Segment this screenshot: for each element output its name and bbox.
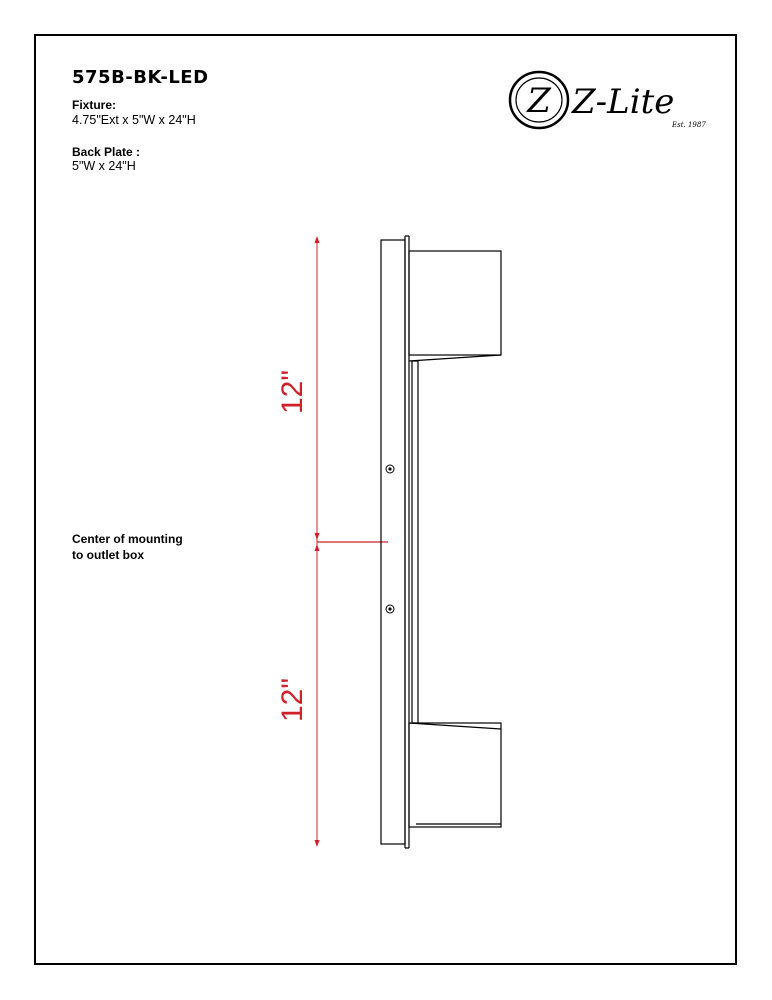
- fixture-dimensions: 4.75"Ext x 5"W x 24"H: [72, 113, 196, 127]
- upper-housing: [409, 251, 501, 355]
- dimension-arrow-top: [315, 236, 320, 243]
- dimension-arrow-center-up: [315, 533, 320, 540]
- logo-monogram: Z: [527, 81, 551, 121]
- fixture-label: Fixture:: [72, 98, 117, 112]
- backplate-label: Back Plate :: [72, 145, 141, 159]
- dimension-label-upper: 12": [276, 369, 309, 415]
- logo-wordmark: Z-Lite: [572, 82, 675, 122]
- fixture-profile: [381, 236, 501, 848]
- zlite-logo: [510, 72, 706, 129]
- mounting-screws: [386, 465, 394, 613]
- backplate-dimensions: 5"W x 24"H: [72, 159, 136, 173]
- lower-housing-bevel: [409, 723, 501, 729]
- dimension-arrow-center-down: [315, 544, 320, 551]
- center-note-line-2: to outlet box: [72, 548, 144, 562]
- dimension-line: [315, 236, 389, 847]
- model-number: 575B-BK-LED: [72, 67, 209, 88]
- logo-established: Est. 1987: [672, 121, 706, 129]
- center-note-line-1: Center of mounting: [72, 532, 183, 546]
- dimension-arrow-bottom: [315, 840, 320, 847]
- light-tube: [412, 361, 418, 723]
- screw-lower-center: [388, 607, 391, 610]
- screw-upper-center: [388, 467, 391, 470]
- upper-housing-bevel: [409, 355, 501, 361]
- dimension-label-lower: 12": [276, 677, 309, 723]
- lower-housing: [409, 723, 501, 827]
